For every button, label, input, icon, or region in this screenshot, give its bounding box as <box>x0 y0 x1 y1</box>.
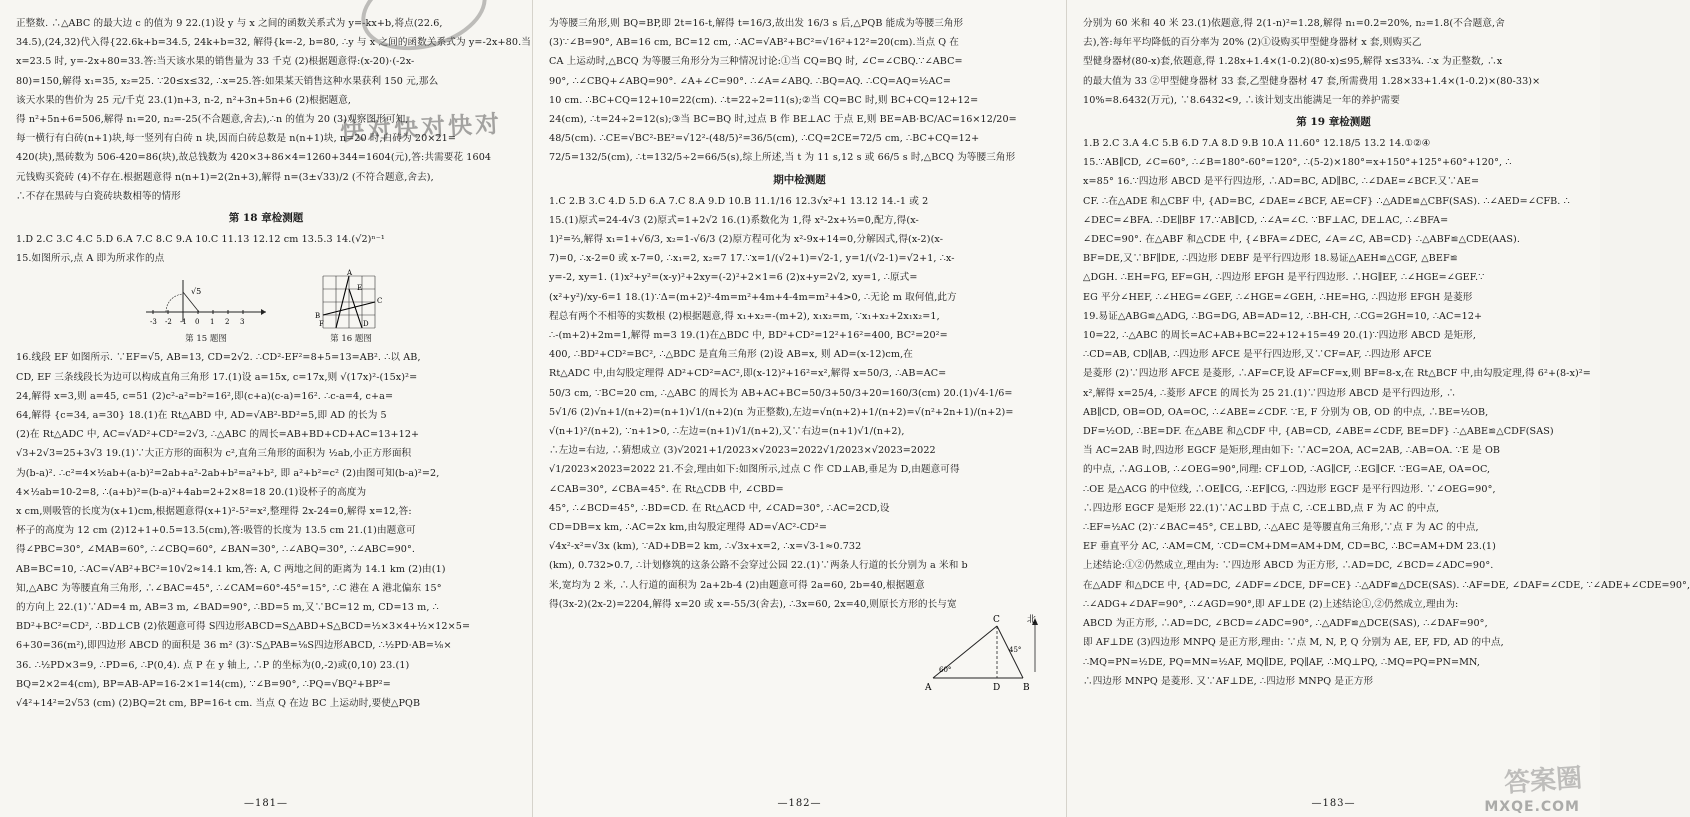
section-title-ch18: 第 18 章检测题 <box>228 212 304 225</box>
app-watermark: 快对快对快对 <box>339 109 503 147</box>
page-number: —181— <box>243 798 289 809</box>
text-line: 得∠PBC=30°, ∠MAB=60°, ∴∠CBQ=60°, ∠BAN=30°, ∴∠ABQ=30°, ∴∠ABC=90°. <box>16 544 416 556</box>
grid-point-label: B <box>315 312 321 321</box>
text-line: BQ=2×2=4(cm), BP=AB-AP=16-2×1=14(cm), ∵∠B=90°, ∴PQ=√BQ²+BP²= <box>16 678 391 690</box>
text-line: 6+30=36(m²),即四边形 ABCD 的面积是 36 m² (3)∵S△PAB=⅛S四边形ABCD, ∴½PD·AB=⅛× <box>16 640 452 652</box>
text-line: 5√1/6 (2)√n+1/(n+2)=(n+1)√1/(n+2)(n 为正整数),左边=√n(n+2)+1/(n+2)=√(n²+2n+1)/(n+2)= <box>549 406 1014 418</box>
grid-point-label: E <box>357 284 363 293</box>
text-line: 15.(1)原式=24-4√3 (2)原式=1+2√2 16.(1)系数化为 1,得 x²-2x+⅓=0,配方,得(x- <box>549 214 919 226</box>
text-line: 24(cm), ∴t=24÷2=12(s);③当 BC=BQ 时,过点 B 作 BE⊥AC 于点 E,则 BE=AB·BC/AC=16×12/20= <box>549 114 1017 126</box>
answers-ch18: 1.D 2.C 3.C 4.C 5.D 6.A 7.C 8.C 9.A 10.C 11.13 12.12 cm 13.5.3 14.(√2)ⁿ⁻¹ <box>16 234 385 246</box>
text-line: CA 上运动时,△BCQ 为等腰三角形分为三种情况讨论:①当 CQ=BQ 时, ∠C=∠CBQ.∵∠ABC= <box>549 56 963 68</box>
arc <box>166 294 183 312</box>
text-line: BF=DE,又∵BF∥DE, ∴四边形 DEBF 是平行四边形 18.易证△AEH≌△CGF, △BEF≌ <box>1083 253 1458 265</box>
text-line: 90°, ∴∠CBQ+∠ABQ=90°. ∠A+∠C=90°. ∴∠A=∠ABQ. ∴BQ=AQ. ∴CQ=AQ=½AC= <box>549 75 952 87</box>
section-title-ch19: 第 19 章检测题 <box>1296 116 1371 129</box>
text-line: EF 垂直平分 AC, ∴AM=CM, ∵CD=CM+DM=AM+DM, CD=BC, ∴BC=AM+DM 23.(1) <box>1083 541 1496 553</box>
text-line: 程总有两个不相等的实数根 (2)根据题意,得 x₁+x₂=-(m+2), x₁x₂=m, ∵x₁+x₂+2x₁x₂=1, <box>549 310 940 322</box>
text-line: x=85° 16.∵四边形 ABCD 是平行四边形, ∴AD=BC, AD∥BC, ∴∠DAE=∠BCF.又∵AE= <box>1083 176 1480 188</box>
site-url-watermark: MXQE.COM <box>1484 799 1580 815</box>
text-line: ∴不存在黑砖与白瓷砖块数相等的情形 <box>16 190 181 202</box>
triangle-label: 45° <box>1009 646 1022 654</box>
text-line: (x²+y²)/xy-6=1 18.(1)∵Δ=(m+2)²-4m=m²+4m+4-4m=m²+4>0, ∴无论 m 取何值,此方 <box>549 291 957 303</box>
text-line: ∴∠ADG+∠DAF=90°, ∴∠AGD=90°,即 AF⊥DE (2)上述结论①,②仍然成立,理由为: <box>1083 598 1459 610</box>
text-line: 在△ADF 和△DCE 中, {AD=DC, ∠ADF=∠DCE, DF=CE} ∴△ADF≌△DCE(SAS). ∴AF=DE, ∠DAF=∠CDE, ∵∠ADE+∠CDE=90°, <box>1083 579 1690 591</box>
triangle-label: B <box>1023 683 1030 693</box>
text-line: 是菱形 (2)∵四边形 AFCE 是菱形, ∴AF=CF,设 AF=CF=x,则 BF=8-x,在 Rt△BCF 中,由勾股定理,得 6²+(8-x)²= <box>1083 368 1591 380</box>
text-line: 知,△ABC 为等腰直角三角形, ∴∠BAC=45°, ∴∠CAM=60°-45°=15°, ∴C 港在 A 港北偏东 15° <box>16 582 442 594</box>
q15-text: 15.如图所示,点 A 即为所求作的点 <box>16 253 165 265</box>
text-line: 为(b-a)². ∴c²=4×½ab+(a-b)²=2ab+a²-2ab+b²=a²+b², 即 a²+b²=c² (2)由图可知(b-a)²=2, <box>16 467 440 479</box>
text-line: AB=BC=10, ∴AC=√AB²+BC²=10√2≈14.1 km,答: A, C 两地之间的距离为 14.1 km (2)由(1) <box>16 563 446 575</box>
text-line: 去),答:每年平均降低的百分率为 20% (2)①设购买甲型健身器材 x 套,则购买乙 <box>1083 37 1422 49</box>
tick-label: 0 <box>195 318 200 327</box>
grid-point-label: F <box>319 320 324 329</box>
figure-15-caption: 第 15 题图 <box>185 334 227 345</box>
text-line: 400, ∴BD²+CD²=BC², ∴△BDC 是直角三角形 (2)设 AB=x, 则 AD=(x-12)cm,在 <box>549 349 913 361</box>
text-line: ∴四边形 EGCF 是矩形 22.(1)∵AC⊥BD 于点 C, ∴CE⊥BD,点 F 为 AC 的中点, <box>1083 502 1440 514</box>
text-line: 即 AF⊥DE (3)四边形 MNPQ 是正方形,理由: ∵点 M, N, P, Q 分别为 AE, EF, FD, AD 的中点, <box>1083 637 1504 649</box>
text-line: 16.线段 EF 如图所示. ∵EF=√5, AB=13, CD=2√2. ∴CD²-EF²=8+5=13=AB². ∴以 AB, <box>16 352 421 364</box>
grid-figure <box>311 269 391 332</box>
answer-text-block-2 <box>1083 153 1690 691</box>
axis-arrow <box>261 309 266 315</box>
tick-label: 2 <box>225 318 230 327</box>
answers-midterm: 1.C 2.B 3.C 4.D 5.D 6.A 7.C 8.A 9.D 10.B 11.1/16 12.3√x²+1 13.12 14.-1 或 2 <box>549 195 929 207</box>
text-line: x cm,则吸管的长度为(x+1)cm,根据题意得(x+1)²-5²=x²,整理得 2x-24=0,解得 x=12,答: <box>16 506 412 518</box>
text-line: y=-2, xy=1. (1)x²+y²=(x-y)²+2xy=(-2)²+2×1=6 (2)x+y=2√2, xy=1, ∴原式= <box>549 272 918 284</box>
text-line: √3+2√3=25+3√3 19.(1)∵大正方形的面积为 c²,直角三角形的面积为 ½ab,小正方形面积 <box>16 448 412 460</box>
text-line: 元钱购买瓷砖 (4)不存在.根据题意得 n(n+1)=2(2n+3),解得 n=(3±√33)/2 (不符合题意,舍去), <box>16 171 434 183</box>
text-line: 80)=150,解得 x₁=35, x₂=25. ∵20≤x≤32, ∴x=25.答:如果某天销售这种水果获利 150 元,那么 <box>16 75 439 87</box>
text-line: x²,解得 x=25/4, ∴菱形 AFCE 的周长为 25 21.(1)∵四边形 ABCD 是平行四边形, ∴ <box>1083 387 1457 399</box>
text-line: 上述结论:①②仍然成立,理由为: ∵四边形 ABCD 为正方形, ∴AD=DC, ∠BCD=∠ADC=90°. <box>1083 560 1494 572</box>
text-line: Rt△ADC 中,由勾股定理得 AD²+CD²=AC²,即(x-12)²+16²=x²,解得 x=50/3, ∴AB=AC= <box>549 368 947 380</box>
text-line: 4×½ab=10-2=8, ∴(a+b)²=(b-a)²+4ab=2+2×8=18 20.(1)设杯子的高度为 <box>16 486 367 498</box>
text-line: ∴-(m+2)+2m=1,解得 m=3 19.(1)在△BDC 中, BD²+CD²=12²+16²=400, BC²=20²= <box>549 330 948 342</box>
text-line: CD=DB=x km, ∴AC=2x km,由勾股定理得 AD=√AC²-CD²= <box>549 522 828 534</box>
site-logo-watermark: 答案圈 <box>1503 763 1584 799</box>
tick-label: -3 <box>150 318 157 327</box>
answer-text-block <box>549 14 1050 168</box>
text-line: 10%=8.6432(万元), ∵8.6432<9, ∴该计划支出能满足一年的养护需要 <box>1083 94 1400 106</box>
text-line: 19.易证△ABG≌△ADG, ∴BG=DG, AB=AD=12, ∴BH-CH, ∴CG=2GH=10, ∴AC=12+ <box>1083 310 1483 322</box>
tick-label: 1 <box>210 318 215 327</box>
figure-16-caption: 第 16 题图 <box>330 334 372 345</box>
page-number: —183— <box>1311 798 1356 809</box>
answer-text-block-2 <box>549 211 1050 614</box>
page-183 <box>1067 0 1690 817</box>
text-line: 50/3 cm, ∵BC=20 cm, ∴△ABC 的周长为 AB+AC+BC=50/3+50/3+20=160/3(cm) 20.(1)√4-1/6= <box>549 387 1013 399</box>
text-line: √4²+14²=2√53 (cm) (2)BQ=2t cm, BP=16-t cm. 当点 Q 在边 BC 上运动时,要使△PQB <box>16 698 421 710</box>
text-line: ∴MQ=PN=½DE, PQ=MN=½AF, MQ∥DE, PQ∥AF, ∴MQ⊥PQ, ∴MQ=PQ=PN=MN, <box>1083 656 1481 668</box>
text-line: √(n+1)²/(n+2), ∵n+1>0, ∴左边=(n+1)√1/(n+2),又∵右边=(n+1)√1/(n+2), <box>549 426 905 438</box>
figure-16 <box>311 269 391 346</box>
text-line: 10=22, ∴△ABC 的周长=AC+AB+BC=22+12+15=49 20.(1)∵四边形 ABCD 是矩形, <box>1083 330 1476 342</box>
text-line: BD²+BC²=CD², ∴BD⊥CB (2)依题意可得 S四边形ABCD=S△ABD+S△BCD=½×3×4+½×12×5= <box>16 621 471 633</box>
text-line: ∴CD=AB, CD∥AB, ∴四边形 AFCE 是平行四边形,又∵CF=AF, ∴四边形 AFCE <box>1083 349 1432 361</box>
text-line: 的方向上 22.(1)∵AD=4 m, AB=3 m, ∠BAD=90°, ∴BD=5 m,又∵BC=12 m, CD=13 m, ∴ <box>16 602 439 614</box>
triangle-label: 北 <box>1027 615 1037 625</box>
figure-15 <box>141 272 271 346</box>
text-line: ∴左边=右边, ∴猜想成立 (3)√2021+1/2023×√2023=2022√1/2023×√2023=2022 <box>549 445 936 457</box>
triangle-label: 60° <box>939 666 952 674</box>
triangle-svg <box>923 612 1043 694</box>
text-line: CF. ∴在△ADE 和△CBF 中, {AD=BC, ∠DAE=∠BCF, AE=CF} ∴△ADE≌△CBF(SAS). ∴∠AED=∠CFB. ∴ <box>1083 195 1570 207</box>
text-line: 的中点, ∴AG⊥OB, ∴∠OEG=90°,同理: CF⊥OD, ∴AG∥CF, ∴EG∥CF. ∵EG=AE, OA=OC, <box>1083 464 1491 476</box>
text-line: 杯子的高度为 12 cm (2)12+1+0.5=13.5(cm),答:吸管的长度为 13.5 cm 21.(1)由题意可 <box>16 525 416 537</box>
text-line: 420(块),黑砖数为 506-420=86(块),故总钱数为 420×3+86×4=1260+344=1604(元),答:共需要花 1604 <box>16 152 492 164</box>
page-182 <box>533 0 1067 817</box>
text-line: 24,解得 x=3,则 a=45, c=51 (2)c²-a²=b²=16²,即(c+a)(c-a)=16². ∴c-a=4, c+a= <box>16 390 394 402</box>
text-line: CD, EF 三条线段长为边可以构成直角三角形 17.(1)设 a=15x, c=17x,则 √(17x)²-(15x)²= <box>16 371 418 383</box>
text-line: 34.5),(24,32)代入得{22.6k+b=34.5, 24k+b=32, 解得{k=-2, b=80, ∴y 与 x 之间的函数关系式为 y=-2x+80.当 <box>16 37 531 49</box>
text-line: √1/2023×2023=2022 21.不会,理由如下:如图所示,过点 C 作 CD⊥AB,垂足为 D,由题意可得 <box>549 464 960 476</box>
text-line: ∠DEC=∠BFA. ∴DE∥BF 17.∵AB∥CD, ∴∠A=∠C. ∵BF⊥AC, DE⊥AC, ∴∠BFA= <box>1083 214 1449 226</box>
text-line: 型健身器材(80-x)套,依题意,得 1.28x+1.4×(1-0.2)(80-x)≤95,解得 x≤33¾. ∴x 为正整数, ∴x <box>1083 56 1503 68</box>
figure-row <box>16 269 516 346</box>
text-line: ∠DEC=90°. 在△ABF 和△CDE 中, {∠BFA=∠DEC, ∠A=∠C, AB=CD} ∴△ABF≌△CDE(AAS). <box>1083 234 1521 246</box>
number-line-figure <box>141 272 271 332</box>
text-line: 15.∵AB∥CD, ∠C=60°, ∴∠B=180°-60°=120°, ∴(5-2)×180°=x+150°+125°+60°+120°, ∴ <box>1083 157 1512 169</box>
triangle-label: C <box>993 615 1000 625</box>
text-line: (2)在 Rt△ADC 中, AC=√AD²+CD²=2√3, ∴△ABC 的周长=AB+BD+CD+AC=13+12+ <box>16 429 420 441</box>
triangle-label: A <box>925 683 932 693</box>
text-line: 正整数. ∴△ABC 的最大边 c 的值为 9 22.(1)设 y 与 x 之间的函数关系式为 y=-kx+b,将点(22.6, <box>16 18 443 29</box>
text-line: 7)=0, ∴x-2=0 或 x-7=0, ∴x₁=2, x₂=7 17.∵x=1/(√2+1)=√2-1, y=1/(√2-1)=√2+1, ∴x- <box>549 253 955 265</box>
text-line: AB∥CD, OB=OD, OA=OC, ∴∠ABE=∠CDF. ∵E, F 分别为 OB, OD 的中点, ∴BE=½OB, <box>1083 406 1489 418</box>
text-line: 72/5=132/5(cm), ∴t=132/5÷2=66/5(s),综上所述,当 t 为 11 s,12 s 或 66/5 s 时,△BCQ 为等腰三角形 <box>549 152 1016 164</box>
text-line: 48/5(cm). ∴CE=√BC²-BE²=√12²-(48/5)²=36/5(cm), ∴CQ=2CE=72/5 cm, ∴BC+CQ=12+ <box>549 133 980 145</box>
sqrt5-label: √5 <box>191 287 202 297</box>
text-line: 64,解得 {c=34, a=30} 18.(1)在 Rt△ABD 中, AD=√AB²-BD²=5,即 AD 的长为 5 <box>16 410 387 422</box>
text-line: 10 cm. ∴BC+CQ=12+10=22(cm). ∴t=22÷2=11(s);②当 CQ=BC 时,则 BC+CQ=12+12= <box>549 94 979 106</box>
text-line: △DGH. ∴EH=FG, EF=GH, ∴四边形 EFGH 是平行四边形. ∴HG∥EF, ∴∠HGE=∠GEF.∵ <box>1083 272 1485 284</box>
text-line: 为等腰三角形,则 BQ=BP,即 2t=16-t,解得 t=16/3,故出发 16/3 s 后,△PQB 能成为等腰三角形 <box>549 18 964 29</box>
answers-ch19: 1.B 2.C 3.A 4.C 5.B 6.D 7.A 8.D 9.B 10.A 11.60° 12.18/5 13.2 14.①②④ <box>1083 138 1431 150</box>
text-line: (3)∵∠B=90°, AB=16 cm, BC=12 cm, ∴AC=√AB²+BC²=√16²+12²=20(cm).当点 Q 在 <box>549 37 959 49</box>
text-line: (km), 0.732>0.7, ∴计划修筑的这条公路不会穿过公园 22.(1)∵两条人行道的长分别为 a 米和 b <box>549 560 968 572</box>
tick-label: 3 <box>240 318 245 327</box>
grid-point-label: A <box>347 269 353 278</box>
text-line: 每一横行有白砖(n+1)块,每一竖列有白砖 n 块,因而白砖总数是 n(n+1)块, n=20 时,白砖为 20×21= <box>16 133 457 145</box>
text-line: ∠CAB=30°, ∠CBA=45°. 在 Rt△CDB 中, ∠CBD= <box>549 483 784 495</box>
section-title-midterm: 期中检测题 <box>773 173 826 186</box>
text-line: ∴OE 是△ACG 的中位线, ∴OE∥CG, ∴EF∥CG, ∴四边形 EGCF 是平行四边形. ∵∠OEG=90°, <box>1083 483 1496 495</box>
answer-text-block <box>1083 14 1584 110</box>
text-line: √4x²-x²=√3x (km), ∵AD+DB=2 km, ∴√3x+x=2, ∴x=√3-1≈0.732 <box>549 541 862 553</box>
text-line: 45°, ∴∠BCD=45°, ∴BD=CD. 在 Rt△ACD 中, ∠CAD=30°, ∴AC=2CD,设 <box>549 502 890 514</box>
text-line: 的最大值为 33 ②甲型健身器材 33 套,乙型健身器材 47 套,所需费用 1.28×33+1.4×(1-0.2)×(80-33)× <box>1083 75 1541 87</box>
text-line: 分别为 60 米和 40 米 23.(1)依题意,得 2(1-n)²=1.28,解得 n₁=0.2=20%, n₂=1.8(不合题意,舍 <box>1083 18 1505 29</box>
triangle-figure <box>923 612 1043 698</box>
text-line: 米,宽均为 2 米, ∴人行道的面积为 2a+2b-4 (2)由题意可得 2a=60, 2b=40,根据题意 <box>549 579 925 591</box>
text-line: 1)²=⅔,解得 x₁=1+√6/3, x₂=1-√6/3 (2)原方程可化为 x²-9x+14=0,分解因式,得(x-2)(x- <box>549 234 944 246</box>
triangle-label: D <box>993 683 1001 693</box>
text-line: ABCD 为正方形, ∴AD=DC, ∠BCD=∠ADC=90°, ∴△ADF≌△DCE(SAS), ∴∠DAF=90°, <box>1083 618 1488 630</box>
text-line: ∴EF=½AC (2)∵∠BAC=45°, CE⊥BD, ∴△AEC 是等腰直角三角形,∵点 F 为 AC 的中点, <box>1083 522 1479 534</box>
text-line: 该天水果的售价为 25 元/千克 23.(1)n+3, n-2, n²+3n+5n+6 (2)根据题意, <box>16 94 352 106</box>
text-line: 得 n²+5n+6=506,解得 n₁=20, n₂=-25(不合题意,舍去),∴n 的值为 20 (3)观察图形可知, <box>16 114 409 126</box>
text-line: 当 AC=2AB 时,四边形 EGCF 是矩形,理由如下: ∵AC=2OA, AC=2AB, ∴AB=OA. ∵E 是 OB <box>1083 445 1501 457</box>
grid-point-label: C <box>377 297 383 306</box>
page-number: —182— <box>777 798 822 809</box>
text-line: DF=½OD, ∴BE=DF. 在△ABE 和△CDF 中, {AB=CD, ∠ABE=∠CDF, BE=DF} ∴△ABE≌△CDF(SAS) <box>1083 426 1554 438</box>
tick-label: -1 <box>180 318 187 327</box>
tick-label: -2 <box>165 318 172 327</box>
grid-point-label: D <box>363 320 369 329</box>
text-line: 36. ∴½PD×3=9, ∴PD=6, ∴P(0,4). 点 P 在 y 轴上, ∴P 的坐标为(0,-2)或(0,10) 23.(1) <box>16 659 410 671</box>
text-line: EG 平分∠HEF, ∴∠HEG=∠GEF, ∴∠HGE=∠GEH, ∴HE=HG, ∴四边形 EFGH 是菱形 <box>1083 291 1473 303</box>
text-line: ∴四边形 MNPQ 是菱形. 又∵AF⊥DE, ∴四边形 MNPQ 是正方形 <box>1083 675 1374 687</box>
answer-text-block-2 <box>16 348 516 713</box>
text-line: 得(3x-2)(2x-2)=2204,解得 x=20 或 x=-55/3(舍去), ∴3x=60, 2x=40,则原长方形的长与宽 <box>549 598 957 610</box>
text-line: x=23.5 时, y=-2x+80=33.答:当天该水果的销售量为 33 千克 (2)根据题意得:(x-20)·(-2x- <box>16 56 415 68</box>
